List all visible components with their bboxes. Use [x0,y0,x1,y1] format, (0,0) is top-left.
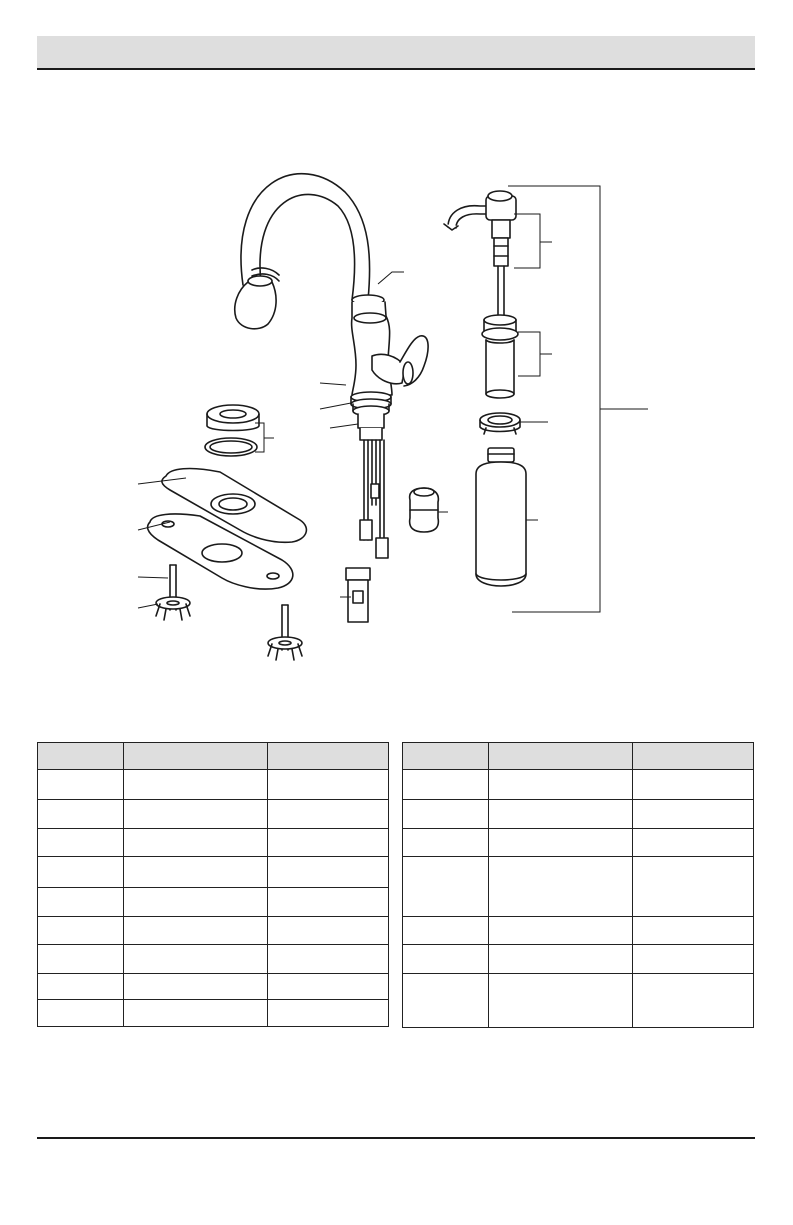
table-cell [489,974,632,1028]
table-cell [632,945,753,974]
table-row [38,888,389,917]
table-cell [267,800,388,829]
table-cell [489,770,632,800]
table-cell [267,857,388,888]
table-row [403,974,754,1028]
table-cell [267,945,388,974]
table-cell [489,829,632,857]
soap-pump-tube [498,266,504,318]
table-row [403,945,754,974]
table-cell [38,770,124,800]
table-cell [124,770,267,800]
table-row [38,917,389,945]
supply-lines [360,440,388,558]
quick-connect-fitting [346,568,370,622]
table-cell [632,974,753,1028]
faucet-body [352,295,405,395]
table-cell [38,888,124,917]
table-row [38,829,389,857]
table-row [403,800,754,829]
table-cell [124,945,267,974]
table-cell [403,770,489,800]
table-row [38,974,389,1000]
mounting-bolt-right [268,605,302,660]
table-cell [124,917,267,945]
table-row [403,829,754,857]
table-cell [267,974,388,1000]
table-cell [124,800,267,829]
table-cell [632,857,753,917]
table-cell [403,857,489,917]
faucet-handle [400,336,428,386]
table-cell [489,800,632,829]
table-cell [267,770,388,800]
column-header [632,743,753,770]
parts-list-table-right [402,742,754,1028]
table-cell [124,974,267,1000]
table-header-row [38,743,389,770]
column-header [403,743,489,770]
column-header [124,743,267,770]
table-row [38,1000,389,1027]
table-cell [632,770,753,800]
table-row [38,770,389,800]
table-cell [38,945,124,974]
table-cell [632,829,753,857]
o-ring [205,438,257,456]
table-cell [403,917,489,945]
table-cell [124,1000,267,1027]
soap-pump-head [444,191,516,266]
table-cell [38,974,124,1000]
table-cell [38,829,124,857]
gasket [207,405,259,431]
column-header [267,743,388,770]
table-cell [267,1000,388,1027]
table-cell [38,917,124,945]
table-cell [489,945,632,974]
mounting-bolt-left [156,565,190,620]
table-cell [403,800,489,829]
table-cell [38,1000,124,1027]
soap-bottle [476,448,526,586]
soap-dispenser-body [482,315,518,398]
table-cell [267,829,388,857]
table-cell [489,917,632,945]
table-cell [124,888,267,917]
column-header [38,743,124,770]
hose-weight [410,488,439,532]
table-row [38,945,389,974]
table-cell [38,857,124,888]
footer-divider [37,1137,755,1139]
table-cell [124,829,267,857]
table-cell [124,857,267,888]
table-row [403,857,754,917]
table-cell [489,857,632,917]
table-cell [38,800,124,829]
table-cell [403,974,489,1028]
parts-list-table-left [37,742,389,1027]
pull-down-sprayer [235,276,276,329]
table-cell [632,917,753,945]
table-row [38,800,389,829]
table-header-row [403,743,754,770]
base-rings [351,392,391,440]
table-cell [403,945,489,974]
table-cell [267,888,388,917]
table-cell [632,800,753,829]
table-row [403,770,754,800]
table-cell [403,829,489,857]
table-cell [267,917,388,945]
table-row [38,857,389,888]
column-header [489,743,632,770]
table-row [403,917,754,945]
soap-dispenser-nut [480,413,520,434]
